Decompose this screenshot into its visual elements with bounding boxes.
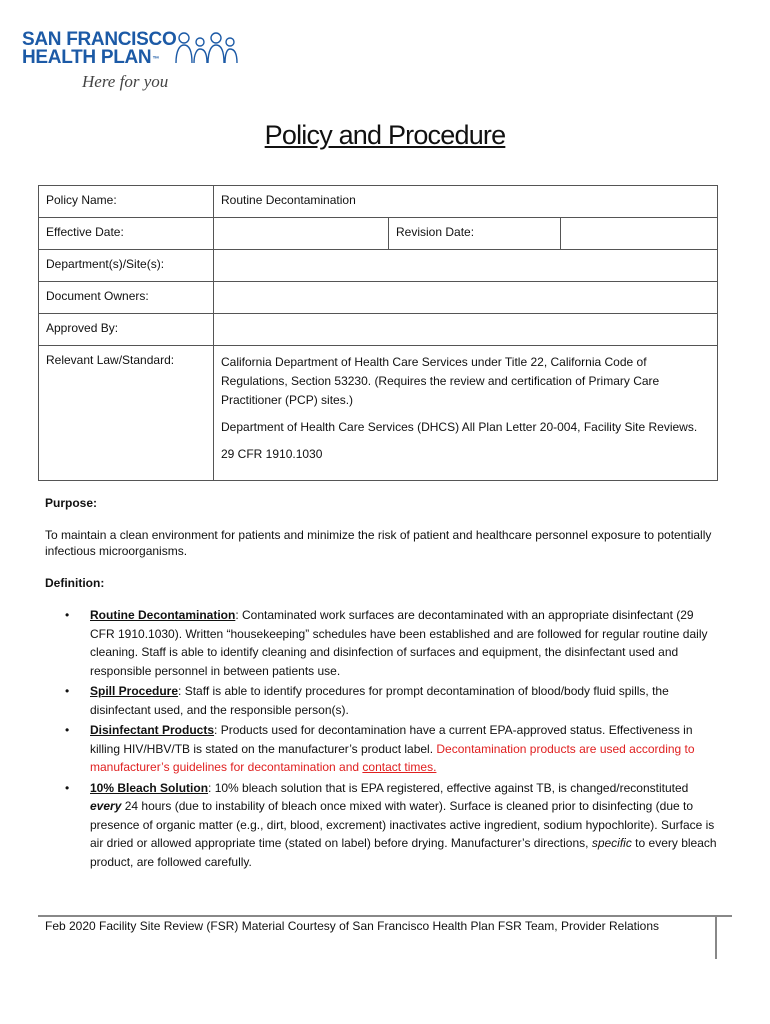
law-value-2: Department of Health Care Services (DHCS) All Plan Letter 20-004, Facility Site Reviews.: [221, 420, 698, 434]
law-label: Relevant Law/Standard:: [39, 346, 214, 481]
departments-label: Department(s)/Site(s):: [39, 250, 214, 282]
revision-date-label: Revision Date:: [389, 218, 561, 250]
footer-divider-vertical: [715, 915, 717, 959]
bullet-icon: •: [65, 608, 70, 622]
definition-item: [45, 721, 720, 777]
logo-line1: SAN FRANCISCO: [22, 29, 177, 50]
bullet-icon: •: [65, 723, 70, 737]
definition-term: Spill Procedure: [90, 684, 179, 698]
law-value-3: 29 CFR 1910.1030: [221, 447, 323, 461]
sfhp-logo: [22, 28, 252, 98]
departments-value: [214, 250, 718, 282]
definition-text: : Staff is able to identify procedures for prompt decontamination of blood/body fluid spills, the disinfectant used, and the responsible person(s).: [90, 684, 669, 717]
purpose-text: To maintain a clean environment for patients and minimize the risk of patient and healthcare personnel exposure to potentially infectious microorganisms.: [45, 528, 712, 558]
footer-divider: [38, 915, 732, 917]
definition-text: 24 hours (due to instability of bleach once mixed with water). Surface is cleaned prior to disinfecting (due to presence of organic matter (e.g., dirt, blood, excrement) inactivates active ingredient, sodium hypochlorite). Surface is air dried or allowed appropriate time (stated on label) before drying. Manufacturer’s directions,: [90, 799, 715, 850]
definition-emphasis: specific: [591, 836, 632, 850]
definition-term: Routine Decontamination: [90, 608, 236, 622]
approved-label: Approved By:: [39, 314, 214, 346]
effective-date-value: [214, 218, 389, 250]
row-law: [39, 346, 718, 481]
row-effective-date: [39, 218, 718, 250]
bullet-icon: •: [65, 780, 70, 795]
definition-red-text: Decontamination products are used according to manufacturer’s guidelines for decontamination and: [90, 741, 695, 774]
row-policy-name: [39, 186, 718, 218]
definition-list: [45, 606, 720, 873]
page-title: Policy and Procedure: [264, 120, 506, 150]
owners-label: Document Owners:: [39, 282, 214, 314]
definition-item: [45, 606, 720, 680]
definition-heading: Definition:: [45, 576, 105, 590]
law-value-1: California Department of Health Care Services under Title 22, California Code of Regulations, Section 53230. (Requires the review and certification of Primary Care Practitioner (PCP) sites.): [221, 355, 660, 407]
definition-term: Disinfectant Products: [90, 723, 215, 737]
policy-name-label: Policy Name:: [39, 186, 214, 218]
page-footer: Feb 2020 Facility Site Review (FSR) Material Courtesy of San Francisco Health Plan FSR Team, Provider Relations: [45, 919, 660, 933]
definition-text: to every bleach product, are followed carefully.: [90, 836, 717, 869]
definition-item: [45, 682, 720, 719]
law-values: [214, 346, 718, 481]
row-approved: [39, 314, 718, 346]
effective-date-label: Effective Date:: [39, 218, 214, 250]
definition-term: 10% Bleach Solution: [90, 780, 209, 795]
policy-info-table: [38, 185, 718, 481]
purpose-heading: Purpose:: [45, 496, 98, 510]
policy-name-value: Routine Decontamination: [214, 186, 718, 218]
logo-tm: ™: [152, 56, 160, 63]
definition-text: : 10% bleach solution that is EPA registered, effective against TB, is changed/reconstituted: [208, 780, 689, 795]
owners-value: [214, 282, 718, 314]
definition-text: : Contaminated work surfaces are decontaminated with an appropriate disinfectant (29 CFR 1910.1030). Written “housekeeping” schedules have been established and are followed for regular routine daily cleaning. Staff is able to identify cleaning and disinfection of surfaces and equipment, the disinfectant used and responsible personnel in between patients use.: [90, 608, 708, 678]
people-icon: [172, 30, 242, 66]
definition-emphasis: every: [90, 799, 122, 813]
logo-tagline: Here for you: [82, 72, 169, 91]
row-departments: [39, 250, 718, 282]
bullet-icon: •: [65, 684, 70, 698]
row-owners: [39, 282, 718, 314]
definition-red-underlined: contact times.: [362, 760, 437, 774]
definition-item: [45, 779, 720, 872]
logo-line2-text: HEALTH PLAN: [22, 47, 152, 68]
logo-line2: [22, 48, 159, 68]
definition-text: : Products used for decontamination have a current EPA-approved status. Effectiveness in killing HIV/HBV/TB is stated on the manufacturer’s product label.: [90, 723, 693, 756]
approved-value: [214, 314, 718, 346]
revision-date-value: [561, 218, 718, 250]
